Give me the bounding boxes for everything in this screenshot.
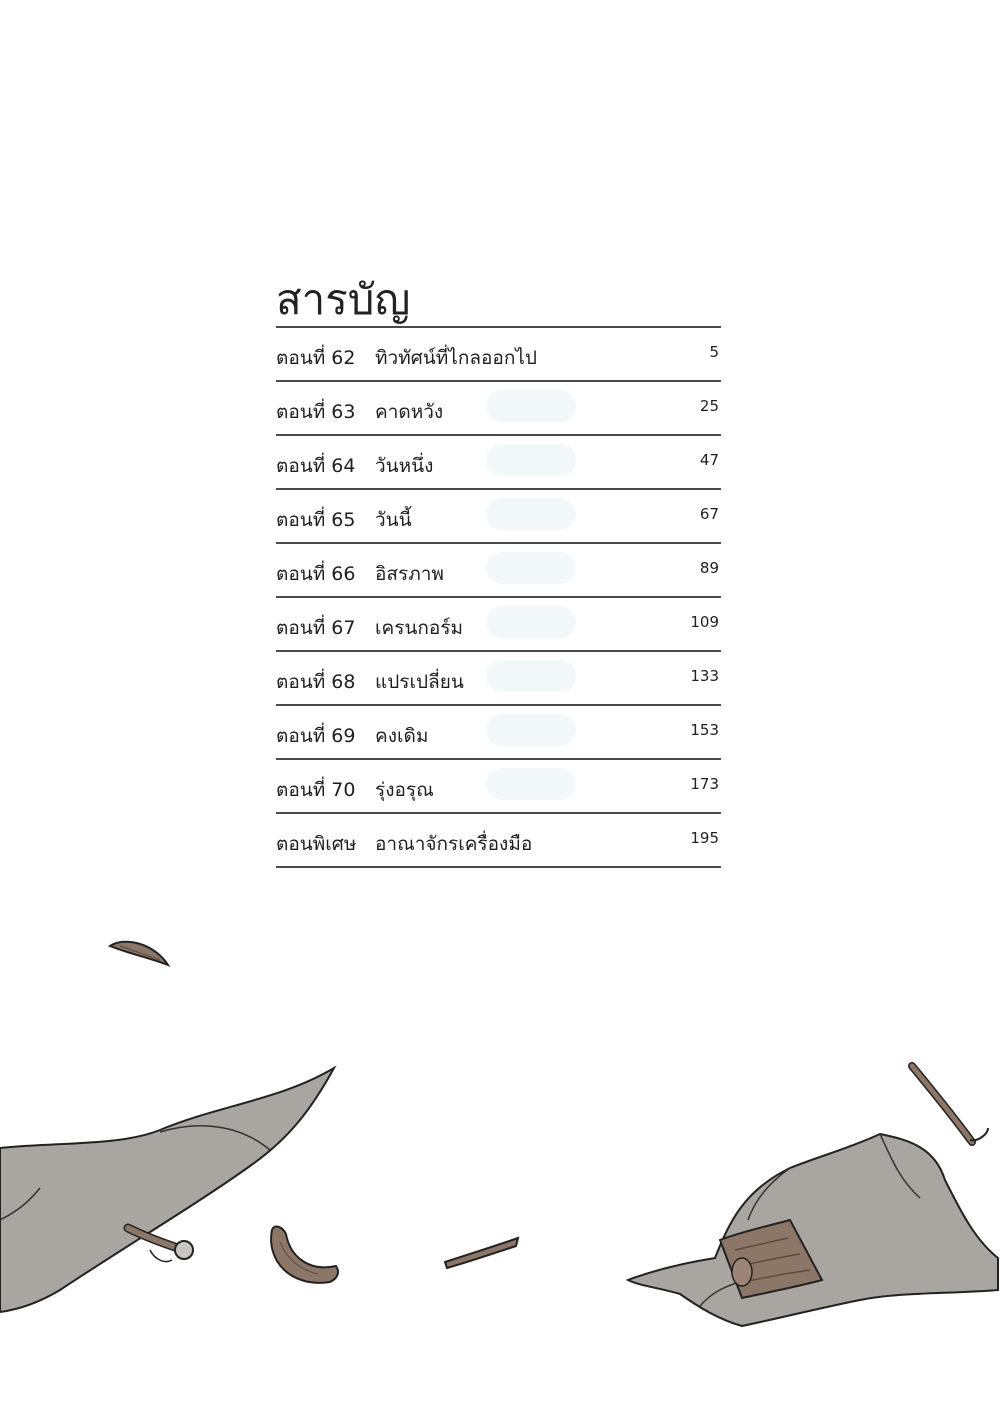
background-wash bbox=[486, 714, 576, 746]
toc-entry-episode: ตอนที่ 68 bbox=[276, 671, 356, 693]
toc-entry[interactable] bbox=[276, 328, 721, 382]
toc-entry-title: คงเดิม bbox=[375, 725, 429, 747]
wood-chip-icon bbox=[271, 1227, 338, 1283]
toc-entry-page: 47 bbox=[699, 451, 719, 469]
toc-entry[interactable] bbox=[276, 436, 721, 490]
toc-entry[interactable] bbox=[276, 814, 721, 868]
background-wash bbox=[486, 768, 576, 800]
toc-entry-page: 195 bbox=[690, 829, 719, 847]
toc-title: สารบัญ bbox=[276, 275, 411, 324]
toc-entry-page: 153 bbox=[690, 721, 719, 739]
cloth-icon bbox=[0, 1068, 334, 1312]
toc-entry-title: แปรเปลี่ยน bbox=[375, 671, 464, 693]
toc-entry-episode: ตอนที่ 70 bbox=[276, 779, 356, 801]
toc-entry-episode: ตอนที่ 69 bbox=[276, 725, 356, 747]
background-wash bbox=[486, 606, 576, 638]
toc-entry-page: 89 bbox=[699, 559, 719, 577]
background-wash bbox=[486, 660, 576, 692]
toc-entry[interactable] bbox=[276, 544, 721, 598]
toc-list bbox=[276, 326, 721, 868]
table-of-contents bbox=[276, 276, 721, 868]
toc-entry-episode: ตอนที่ 67 bbox=[276, 617, 356, 639]
toc-entry-episode: ตอนพิเศษ bbox=[276, 833, 357, 855]
toc-entry-episode: ตอนที่ 62 bbox=[276, 347, 356, 369]
stick-icon bbox=[128, 1228, 193, 1262]
toc-entry-title: อิสรภาพ bbox=[375, 563, 444, 585]
toc-entry[interactable] bbox=[276, 652, 721, 706]
toc-entry-title: รุ่งอรุณ bbox=[375, 779, 434, 801]
toc-entry-episode: ตอนที่ 66 bbox=[276, 563, 356, 585]
background-wash bbox=[486, 390, 576, 422]
wood-chip-icon bbox=[110, 942, 168, 965]
background-wash bbox=[486, 498, 576, 530]
toc-entry[interactable] bbox=[276, 598, 721, 652]
toc-entry[interactable] bbox=[276, 382, 721, 436]
toc-entry-title: อาณาจักรเครื่องมือ bbox=[375, 833, 533, 855]
toc-entry-title: คาดหวัง bbox=[375, 401, 444, 423]
toc-entry-page: 25 bbox=[699, 397, 719, 415]
toc-entry-title: วันนี้ bbox=[375, 509, 412, 531]
toc-entry-page: 5 bbox=[709, 343, 719, 361]
scattered-debris-illustration bbox=[0, 920, 1000, 1422]
toc-entry-page: 109 bbox=[690, 613, 719, 631]
background-wash bbox=[486, 552, 576, 584]
background-wash bbox=[486, 444, 576, 476]
toc-entry[interactable] bbox=[276, 490, 721, 544]
toc-entry-episode: ตอนที่ 64 bbox=[276, 455, 356, 477]
toc-entry-page: 173 bbox=[690, 775, 719, 793]
toc-entry-title: เครนกอร์ม bbox=[375, 617, 464, 639]
toc-entry-title: ทิวทัศน์ที่ไกลออกไป bbox=[375, 347, 537, 369]
toc-entry-title: วันหนึ่ง bbox=[375, 455, 434, 477]
toc-entry[interactable] bbox=[276, 706, 721, 760]
toc-entry-episode: ตอนที่ 65 bbox=[276, 509, 356, 531]
toc-entry-episode: ตอนที่ 63 bbox=[276, 401, 356, 423]
cloth-icon bbox=[628, 1134, 998, 1326]
stick-icon bbox=[445, 1238, 518, 1268]
toc-entry[interactable] bbox=[276, 760, 721, 814]
toc-entry-page: 67 bbox=[699, 505, 719, 523]
toc-entry-page: 133 bbox=[690, 667, 719, 685]
stick-icon bbox=[912, 1066, 988, 1142]
